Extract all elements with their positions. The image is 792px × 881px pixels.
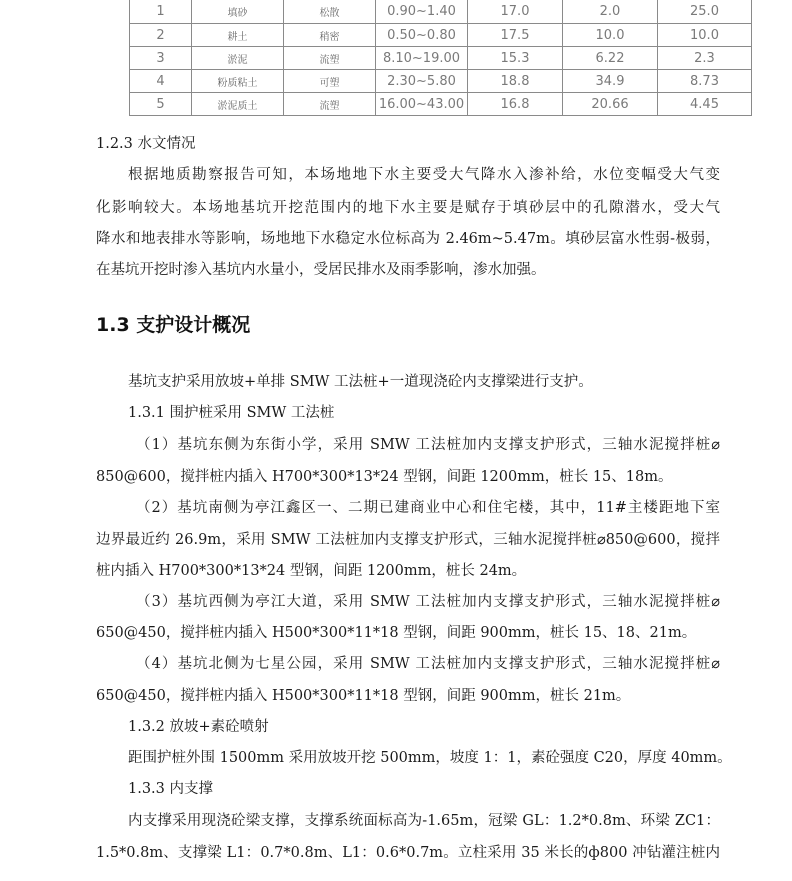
soil-properties-table [129, 0, 752, 116]
subsection-title: 1.3.3 内支撑 [128, 781, 214, 797]
cell-unit-weight: 17.5 [468, 24, 563, 47]
cell-soil-name: 填砂 [192, 0, 284, 24]
item-line: 边界最近约 26.9m，采用 SMW 工法桩加内支撑支护形式，三轴水泥搅拌桩⌀850@600，搅拌 [96, 532, 720, 548]
cell-cohesion: 10.0 [563, 24, 658, 47]
cell-soil-state: 稍密 [284, 24, 376, 47]
cell-layer-number: 4 [130, 70, 192, 93]
subsection-title: 1.3.1 围护桩采用 SMW 工法桩 [128, 405, 335, 421]
cell-friction-angle: 25.0 [658, 0, 752, 24]
cell-layer-number: 5 [130, 93, 192, 116]
cell-unit-weight: 16.8 [468, 93, 563, 116]
item-line: （3）基坑西侧为亭江大道，采用 SMW 工法桩加内支撑支护形式，三轴水泥搅拌桩⌀ [136, 594, 720, 610]
cell-friction-angle: 2.3 [658, 47, 752, 70]
cell-layer-number: 3 [130, 47, 192, 70]
cell-unit-weight: 15.3 [468, 47, 563, 70]
paragraph-line: 1.5*0.8m、支撑梁 L1：0.7*0.8m、L1：0.6*0.7m。立柱采用 35 米长的ф800 冲钻灌注桩内 [96, 845, 720, 861]
cell-layer-number: 1 [130, 0, 192, 24]
item-line: （1）基坑东侧为东街小学，采用 SMW 工法桩加内支撑支护形式，三轴水泥搅拌桩⌀ [136, 437, 720, 453]
table-row [130, 0, 752, 24]
subsection-title: 1.3.2 放坡+素砼喷射 [128, 719, 269, 735]
paragraph-line: 化影响较大。本场地基坑开挖范围内的地下水主要是赋存于填砂层中的孔隙潜水，受大气 [96, 200, 720, 216]
support-intro: 基坑支护采用放坡+单排 SMW 工法桩+一道现浇砼内支撑梁进行支护。 [128, 374, 593, 390]
paragraph-line: 内支撑采用现浇砼梁支撑，支撑系统面标高为-1.65m，冠梁 GL：1.2*0.8m、环梁 ZC1： [128, 813, 720, 829]
cell-cohesion: 20.66 [563, 93, 658, 116]
hydro-section-title: 1.2.3 水文情况 [96, 136, 196, 152]
table-row [130, 47, 752, 70]
cell-soil-state: 流塑 [284, 93, 376, 116]
table-row [130, 70, 752, 93]
cell-friction-angle: 10.0 [658, 24, 752, 47]
item-line: 桩内插入 H700*300*13*24 型钢，间距 1200mm，桩长 24m。 [96, 563, 527, 579]
cell-layer-thickness: 8.10~19.00 [376, 47, 468, 70]
paragraph-line: 降水和地表排水等影响，场地地下水稳定水位标高为 2.46m~5.47m。填砂层富水性弱-极弱， [96, 231, 720, 247]
cell-soil-name: 淤泥质土 [192, 93, 284, 116]
item-line: （4）基坑北侧为七星公园，采用 SMW 工法桩加内支撑支护形式，三轴水泥搅拌桩⌀ [136, 656, 720, 672]
cell-layer-thickness: 0.90~1.40 [376, 0, 468, 24]
section-heading: 1.3 支护设计概况 [96, 314, 251, 336]
item-line: （2）基坑南侧为亭江鑫区一、二期已建商业中心和住宅楼，其中，11#主楼距地下室 [136, 500, 720, 516]
item-line: 850@600，搅拌桩内插入 H700*300*13*24 型钢，间距 1200mm，桩长 15、18m。 [96, 469, 673, 485]
cell-layer-thickness: 0.50~0.80 [376, 24, 468, 47]
cell-soil-name: 淤泥 [192, 47, 284, 70]
cell-soil-state: 松散 [284, 0, 376, 24]
cell-cohesion: 34.9 [563, 70, 658, 93]
cell-friction-angle: 4.45 [658, 93, 752, 116]
table-row [130, 24, 752, 47]
cell-layer-thickness: 2.30~5.80 [376, 70, 468, 93]
table-row [130, 93, 752, 116]
cell-layer-thickness: 16.00~43.00 [376, 93, 468, 116]
cell-unit-weight: 18.8 [468, 70, 563, 93]
cell-cohesion: 6.22 [563, 47, 658, 70]
paragraph-line: 距围护桩外围 1500mm 采用放坡开挖 500mm，坡度 1：1，素砼强度 C20，厚度 40mm。 [128, 750, 732, 766]
item-line: 650@450，搅拌桩内插入 H500*300*11*18 型钢，间距 900mm，桩长 21m。 [96, 688, 631, 704]
cell-friction-angle: 8.73 [658, 70, 752, 93]
item-line: 650@450，搅拌桩内插入 H500*300*11*18 型钢，间距 900mm，桩长 15、18、21m。 [96, 625, 697, 641]
cell-soil-name: 耕土 [192, 24, 284, 47]
cell-unit-weight: 17.0 [468, 0, 563, 24]
cell-layer-number: 2 [130, 24, 192, 47]
cell-soil-name: 粉质粘土 [192, 70, 284, 93]
paragraph-line: 根据地质勘察报告可知，本场地地下水主要受大气降水入渗补给，水位变幅受大气变 [128, 167, 720, 183]
cell-cohesion: 2.0 [563, 0, 658, 24]
cell-soil-state: 流塑 [284, 47, 376, 70]
cell-soil-state: 可塑 [284, 70, 376, 93]
paragraph-line: 在基坑开挖时渗入基坑内水量小，受居民排水及雨季影响，渗水加强。 [96, 262, 546, 278]
